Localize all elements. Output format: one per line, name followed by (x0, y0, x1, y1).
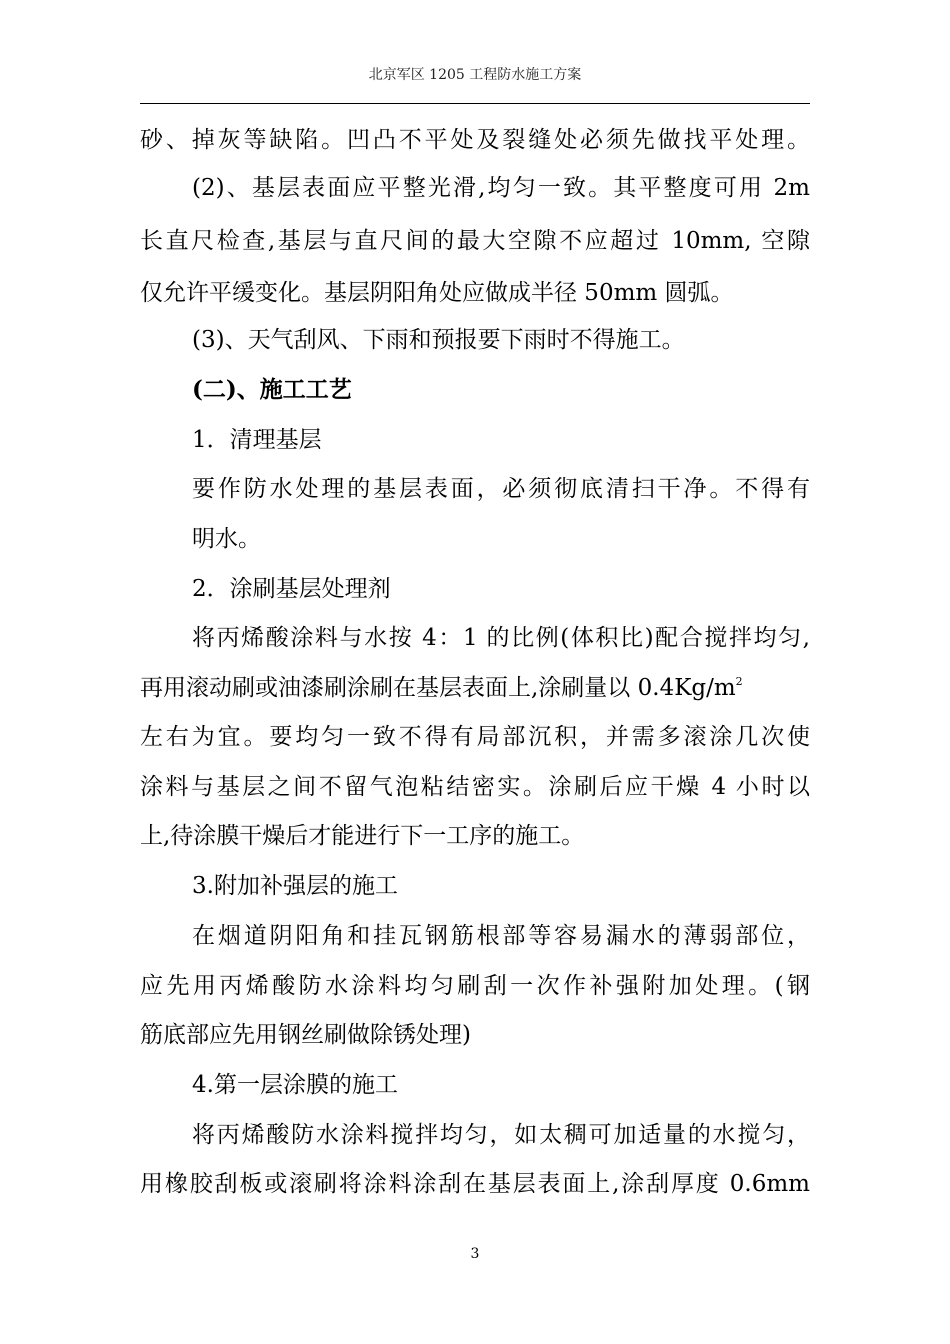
section-heading: (二)、施工工艺 (192, 376, 352, 403)
body-line: 在烟道阴阳角和挂瓦钢筋根部等容易漏水的薄弱部位， (192, 923, 810, 949)
header-rule (140, 103, 810, 104)
superscript: 2 (735, 675, 743, 688)
page-number: 3 (470, 1246, 480, 1262)
page-header: 北京军区 1205 工程防水施工方案 (368, 67, 582, 83)
body-line: 将丙烯酸涂料与水按 4：1 的比例(体积比)配合搅拌均匀, (192, 625, 810, 651)
body-line: 应先用丙烯酸防水涂料均匀刷刮一次作补强附加处理。(钢 (140, 973, 810, 999)
body-line: 用橡胶刮板或滚刷将涂料涂刮在基层表面上,涂刮厚度 0.6mm (140, 1171, 810, 1197)
body-line: 要作防水处理的基层表面，必须彻底清扫干净。不得有 (192, 476, 810, 502)
body-line: 左右为宜。要均匀一致不得有局部沉积，并需多滚涂几次使 (140, 724, 810, 750)
body-line: 明水。 (192, 526, 261, 552)
body-line: 仅允许平缓变化。基层阴阳角处应做成半径 50mm 圆弧。 (140, 280, 734, 306)
body-line-text: 再用滚动刷或油漆刷涂刷在基层表面上,涂刷量以 0.4Kg/m (140, 675, 736, 701)
subsection-heading: 1．清理基层 (192, 427, 322, 453)
subsection-heading: 3.附加补强层的施工 (192, 873, 398, 899)
body-line (140, 673, 810, 703)
body-line: 将丙烯酸防水涂料搅拌均匀，如太稠可加适量的水搅匀， (192, 1122, 810, 1148)
body-line: 上,待涂膜干燥后才能进行下一工序的施工。 (140, 823, 585, 849)
body-line: (2)、基层表面应平整光滑,均匀一致。其平整度可用 2m (192, 175, 810, 201)
body-line: 砂、掉灰等缺陷。凹凸不平处及裂缝处必须先做找平处理。 (140, 127, 810, 153)
subsection-heading: 4.第一层涂膜的施工 (192, 1072, 398, 1098)
body-line: (3)、天气刮风、下雨和预报要下雨时不得施工。 (192, 327, 685, 353)
body-line: 筋底部应先用钢丝刷做除锈处理) (140, 1022, 471, 1048)
body-line: 涂料与基层之间不留气泡粘结密实。涂刷后应干燥 4 小时以 (140, 774, 810, 800)
subsection-heading: 2．涂刷基层处理剂 (192, 576, 391, 602)
body-line: 长直尺检查,基层与直尺间的最大空隙不应超过 10mm, 空隙 (140, 228, 810, 254)
